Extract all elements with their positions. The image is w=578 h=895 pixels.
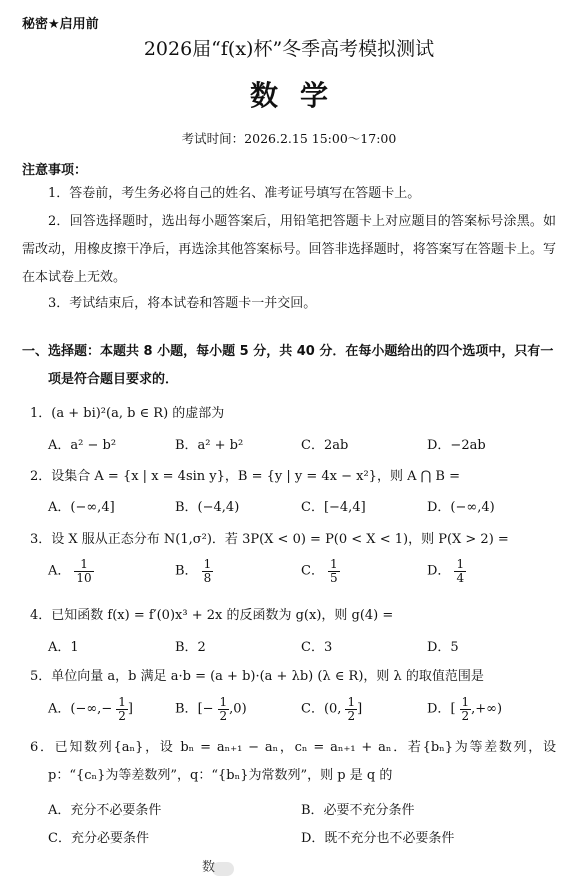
fraction-denominator: 2 [118, 708, 126, 723]
q6-option-a: A．充分不必要条件 [48, 803, 162, 818]
q5-option-c-label: C． [301, 701, 324, 717]
q1-option-a: A．a² − b² [48, 438, 117, 453]
q5-option-a-prefix: (−∞,− [70, 701, 113, 717]
fraction-denominator: 10 [76, 570, 92, 585]
q5-option-d-suffix: ,+∞) [471, 701, 503, 717]
q3-option-d-fraction [454, 558, 466, 584]
exam-title: 2026届“f(x)杯”冬季高考模拟测试 [143, 38, 435, 60]
section-heading: 一、选择题：本题共 8 小题，每小题 5 分，共 40 分．在每小题给出的四个选项中，只有一项是符合题目要求的． [22, 344, 554, 387]
q5-option-a-suffix: ] [127, 701, 133, 717]
q5-option-d [427, 696, 502, 722]
q4-option-b: B．2 [175, 640, 206, 655]
q4-option-c: C．3 [301, 640, 333, 655]
q5-option-b-suffix: ,0) [229, 701, 247, 717]
q5-option-d-prefix: [ [450, 701, 456, 717]
notice-item-3: 3．考试结束后，将本试卷和答题卡一并交回。 [48, 296, 317, 311]
exam-time: 考试时间：2026.2.15 15:00～17:00 [181, 131, 397, 146]
q6-option-d: D．既不充分也不必要条件 [301, 831, 455, 846]
notice-item-2: 2．回答选择题时，选出每小题答案后，用铅笔把答题卡上对应题目的答案标号涂黑。如需改动，用橡皮擦干净后，再选涂其他答案标号。回答非选择题时，将答案写在答题卡上。写在本试卷上无效。 [22, 214, 556, 285]
q3-option-d-label: D． [427, 563, 451, 579]
q3-option-a-label: A． [48, 563, 71, 579]
fraction-numerator: 1 [118, 695, 126, 709]
q6-option-c: C．充分必要条件 [48, 831, 149, 846]
q5-option-a-fraction [116, 696, 128, 722]
fraction-numerator: 1 [329, 557, 338, 571]
q3-option-b-fraction [202, 558, 214, 584]
q6-option-b: B．必要不充分条件 [301, 803, 415, 818]
scan-smudge [212, 862, 234, 876]
q2-option-a: A．(−∞,4] [48, 500, 115, 515]
q1-option-b: B．a² + b² [175, 438, 244, 453]
q3-option-c-label: C． [301, 563, 324, 579]
q5-option-d-label: D． [427, 701, 451, 717]
q5-option-d-fraction [460, 696, 472, 722]
q1-option-c: C．2ab [301, 438, 349, 453]
q3-option-c-fraction [328, 558, 340, 584]
fraction-denominator: 5 [329, 570, 338, 585]
subject-title: 数学 [249, 79, 350, 112]
question-5-stem: 5．单位向量 a，b 满足 a·b = (a + b)·(a + λb) (λ ∈ R)，则 λ 的取值范围是 [30, 669, 484, 684]
fraction-numerator: 1 [74, 558, 93, 572]
fraction-denominator: 2 [219, 708, 228, 723]
q5-option-c-suffix: ] [357, 701, 363, 717]
q3-option-d [427, 558, 466, 584]
footer-partial-mark: 数 [202, 860, 216, 875]
question-4-stem: 4．已知函数 f(x) = f′(0)x³ + 2x 的反函数为 g(x)，则 g(4) = [30, 608, 394, 623]
q5-option-b-fraction [218, 696, 230, 722]
fraction-numerator: 1 [219, 695, 228, 709]
q3-option-b-label: B． [175, 563, 198, 579]
q5-option-b-label: B． [175, 701, 198, 717]
question-1-stem: 1．(a + bi)²(a, b ∈ R) 的虚部为 [30, 406, 225, 421]
q5-option-b [175, 696, 247, 722]
q3-option-c [301, 558, 340, 584]
q2-option-b: B．(−4,4) [175, 500, 240, 515]
fraction-denominator: 2 [461, 708, 470, 723]
q3-option-a-fraction [74, 558, 93, 584]
question-3-stem: 3．设 X 服从正态分布 N(1,σ²)．若 3P(X < 0) = P(0 < X < 1)，则 P(X > 2) = [30, 532, 509, 547]
q5-option-c-fraction [345, 696, 357, 722]
fraction-denominator: 4 [456, 570, 465, 585]
notice-heading: 注意事项： [22, 163, 88, 178]
fraction-denominator: 2 [347, 708, 356, 723]
q5-option-b-prefix: [− [197, 701, 214, 717]
q4-option-a: A．1 [48, 640, 79, 655]
q4-option-d: D．5 [427, 640, 459, 655]
question-6-stem: 6．已知数列{aₙ}，设 bₙ = aₙ₊₁ − aₙ，cₙ = aₙ₊₁ + aₙ．若{bₙ}为等差数列，设 p：“{cₙ}为等差数列”，q：“{bₙ}为常数列”，则 p 是 q 的 [30, 740, 556, 783]
fraction-denominator: 8 [203, 570, 212, 585]
fraction-numerator: 1 [347, 695, 356, 709]
notice-item-1: 1．答卷前，考生务必将自己的姓名、准考证号填写在答题卡上。 [48, 186, 421, 201]
q3-option-b [175, 558, 213, 584]
fraction-numerator: 1 [456, 557, 465, 571]
q2-option-d: D．(−∞,4) [427, 500, 495, 515]
q1-option-d: D．−2ab [427, 438, 486, 453]
fraction-numerator: 1 [461, 695, 470, 709]
question-2-stem: 2．设集合 A = {x | x = 4sin y}，B = {y | y = 4x − x²}，则 A ⋂ B = [30, 469, 460, 484]
q5-option-c [301, 696, 362, 722]
q3-option-a [48, 558, 94, 584]
q5-option-a-label: A． [48, 701, 71, 717]
fraction-numerator: 1 [203, 557, 212, 571]
q2-option-c: C．[−4,4] [301, 500, 366, 515]
q5-option-a [48, 696, 133, 722]
confidential-label: 秘密★启用前 [22, 17, 99, 32]
q5-option-c-prefix: (0, [323, 701, 342, 717]
